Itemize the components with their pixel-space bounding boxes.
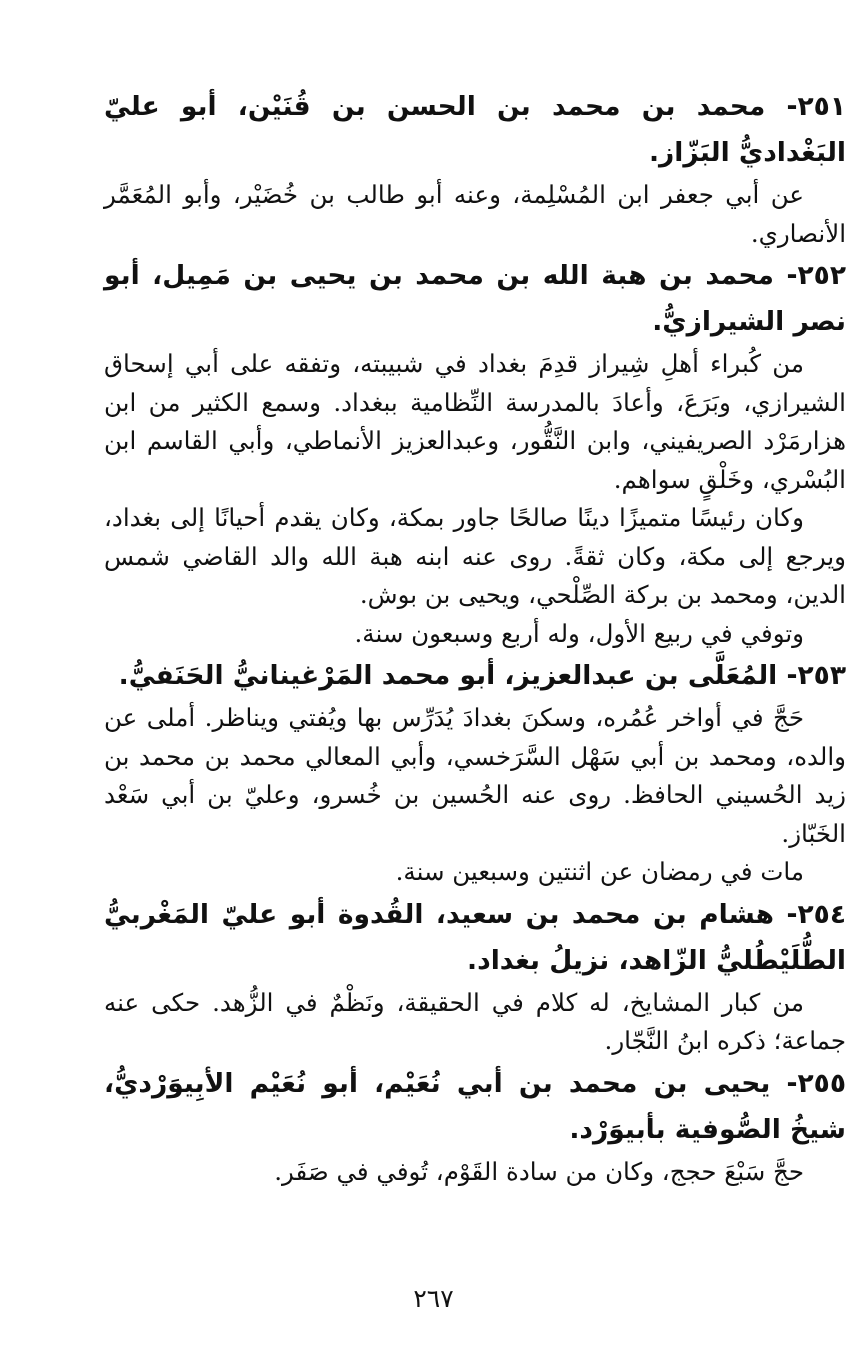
entry-255 [104,1061,846,1192]
entry-paragraph: من كُبراء أهلِ شِيراز قدِمَ بغداد في شبيبته، وتفقه على أبي إسحاق الشيرازي، وبَرَعَ، وأعادَ بالمدرسة النِّظامية ببغداد. وسمع الكثير من ابن هزارمَرْد الصريفيني، وابن النَّقُّور، وعبدالعزيز الأنماطي، وأبي القاسم ابن البُسْري، وخَلْقٍ سواهم. [104,349,846,494]
entry-heading: ٢٥٣- المُعَلَّى بن عبدالعزيز، أبو محمد المَرْغينانيُّ الحَنَفيُّ. [118,660,846,691]
entry-253 [104,653,846,892]
entry-paragraph: مات في رمضان عن اثنتين وسبعين سنة. [395,857,804,886]
entry-254 [104,892,846,1061]
page-body [104,84,846,1191]
entry-paragraph: حَجَّ في أواخر عُمُره، وسكنَ بغدادَ يُدَرِّس بها ويُفتي ويناظر. أملى عن والده، ومحمد بن أبي سَهْل السَّرَخسي، وأبي المعالي محمد بن محمد بن زيد الحُسيني الحافظ. روى عنه الحُسين بن خُسرو، وعليّ بن أبي سَعْد الخَبّاز. [104,703,846,848]
entry-paragraph: حجَّ سَبْعَ حجج، وكان من سادة القَوْم، تُوفي في صَفَر. [274,1156,804,1186]
entry-paragraph: عن أبي جعفر ابن المُسْلِمة، وعنه أبو طالب بن خُضَيْر، وأبو المُعَمَّر الأنصاري. [104,180,846,248]
entry-252 [104,253,846,653]
entry-heading: ٢٥٢- محمد بن هبة الله بن محمد بن يحيى بن مَمِيل، أبو نصر الشيرازيُّ. [104,260,846,337]
entry-paragraph: وكان رئيسًا متميزًا دينًا صالحًا جاور بمكة، وكان يقدم أحيانًا إلى بغداد، ويرجع إلى مكة، وكان ثقةً. روى عنه ابنه هبة الله والد القاضي شمس الدين، ومحمد بن بركة الصِّلْحي، ويحيى بن بوش. [104,503,846,609]
entry-251 [104,84,846,253]
entry-paragraph: من كبار المشايخ، له كلام في الحقيقة، ونَظْمٌ في الزُّهد. حكى عنه جماعة؛ ذكره ابنُ النَّجّار. [104,987,846,1055]
entry-heading: ٢٥٥- يحيى بن محمد بن أبي نُعَيْم، أبو نُعَيْم الأبِيوَرْديُّ، شيخُ الصُّوفية بأبيوَرْد. [104,1067,846,1145]
entry-heading: ٢٥٤- هشام بن محمد بن سعيد، القُدوة أبو عليّ المَغْربيُّ الطُّلَيْطُليُّ الزّاهد، نزيلُ بغداد. [104,898,846,976]
entry-paragraph: وتوفي في ربيع الأول، وله أربع وسبعون سنة. [354,618,804,648]
page-number: ٢٦٧ [413,1284,454,1313]
entry-heading: ٢٥١- محمد بن محمد بن الحسن بن قُنَيْن، أبو عليّ البَغْداديُّ البَزّاز. [104,91,846,168]
